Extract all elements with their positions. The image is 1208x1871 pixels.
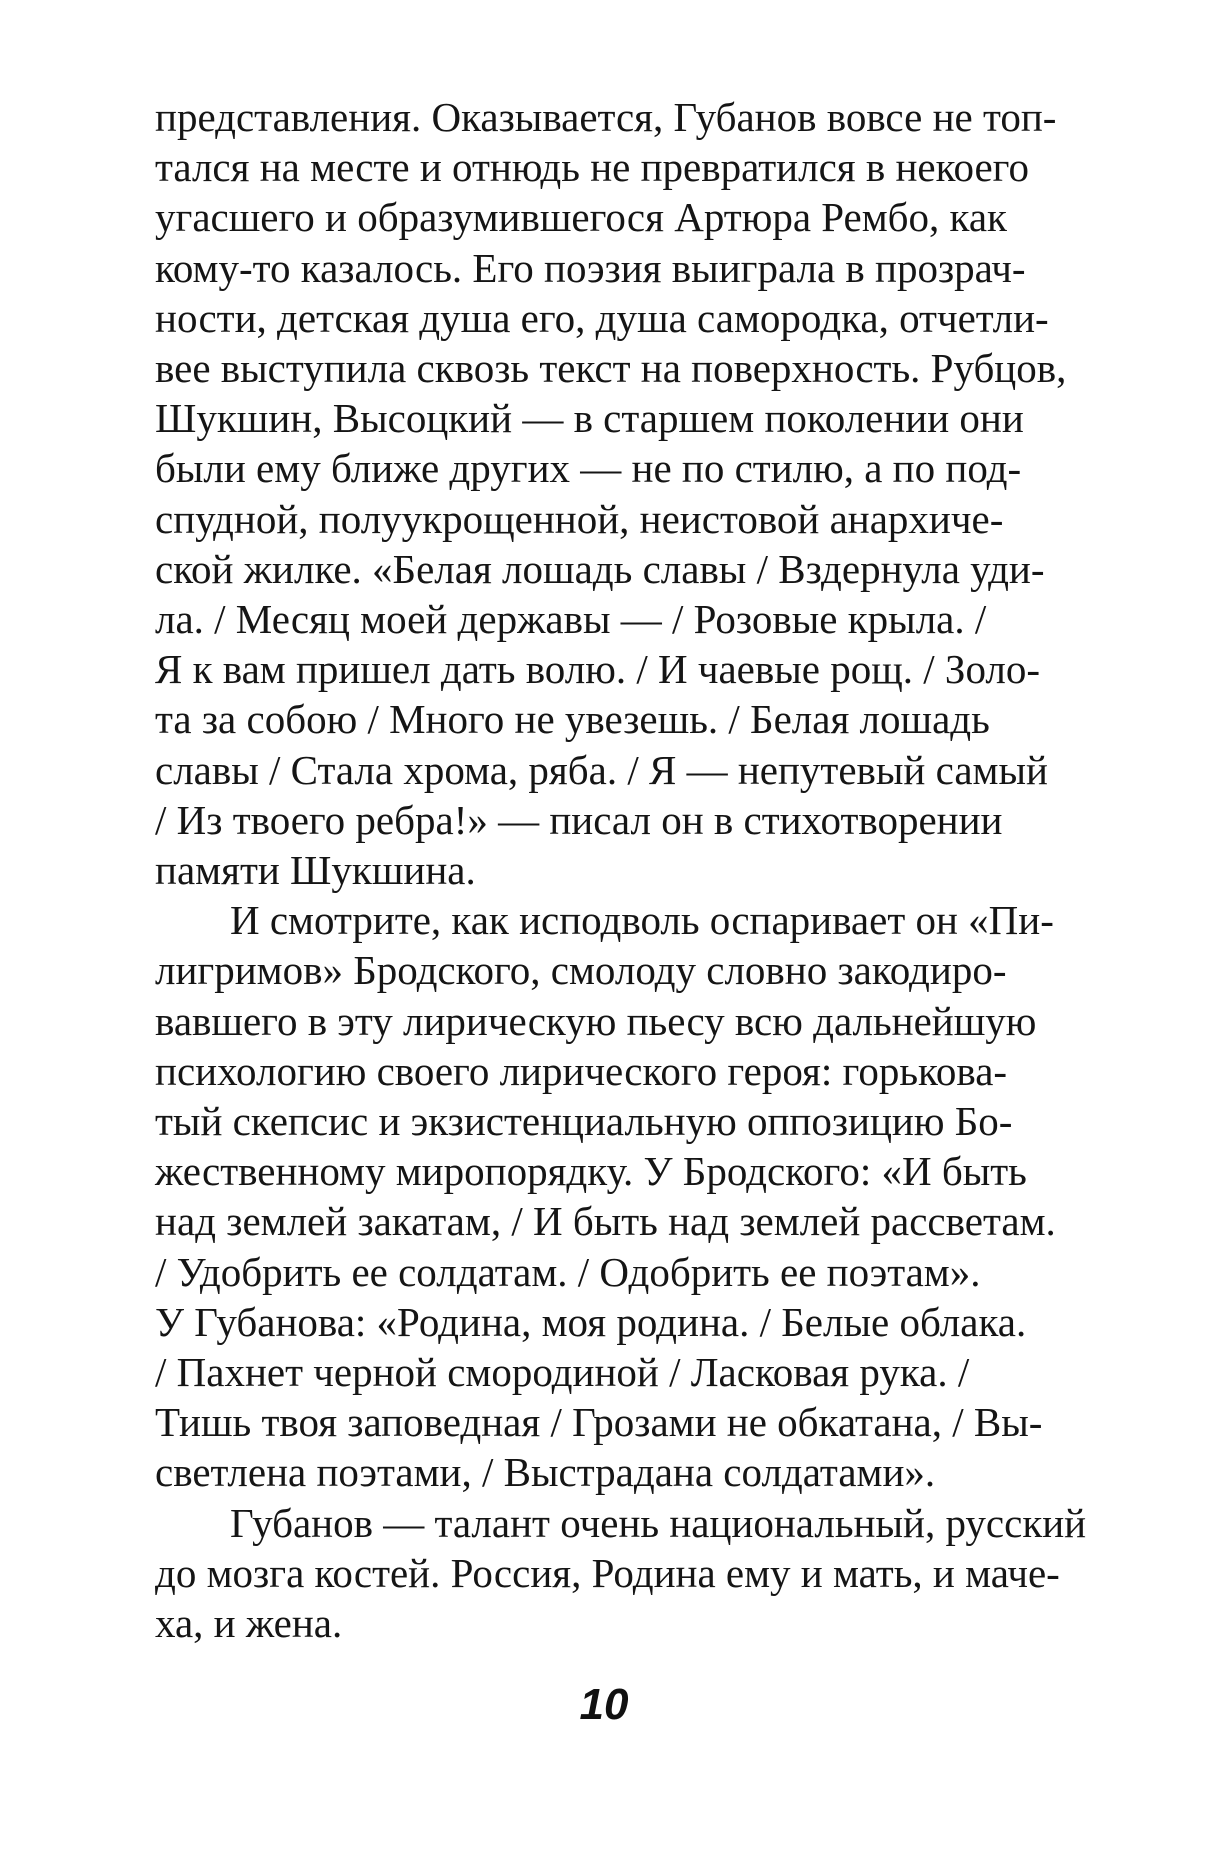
text-line: ла. / Месяц моей державы — / Розовые крыла. / [155, 596, 987, 643]
text-line: психологию своего лирического героя: горькова- [155, 1047, 1008, 1094]
text-line: та за собою / Много не увезешь. / Белая лошадь [155, 696, 990, 743]
text-line: над землей закатам, / И быть над землей рассветам. [155, 1198, 1056, 1245]
paragraph-2 [155, 895, 1155, 1497]
text-line: до мозга костей. Россия, Родина ему и мать, и маче- [155, 1549, 1060, 1596]
text-line: светлена поэтами, / Выстрадана солдатами». [155, 1449, 936, 1496]
text-line: спудной, полуукрощенной, неистовой анархиче- [155, 495, 1004, 542]
text-line: угасшего и образумившегося Артюра Рембо, как [155, 194, 1007, 241]
text-line: вавшего в эту лирическую пьесу всю дальнейшую [155, 997, 1037, 1044]
text-line: ха, и жена. [155, 1600, 343, 1647]
text-line: ности, детская душа его, душа самородка, отчетли- [155, 294, 1049, 341]
text-line: славы / Стала хрома, ряба. / Я — непутевый самый [155, 746, 1048, 793]
text-line: Тишь твоя заповедная / Грозами не обкатана, / Вы- [155, 1399, 1043, 1446]
text-line: были ему ближе других — не по стилю, а по под- [155, 445, 1022, 492]
text-line: И смотрите, как исподволь оспаривает он «Пи- [230, 897, 1054, 944]
text-line: Губанов — талант очень национальный, русский [230, 1499, 1087, 1546]
text-line: тый скепсис и экзистенциальную оппозицию Бо- [155, 1098, 1013, 1145]
paragraph-1 [155, 92, 1155, 895]
text-line: / Пахнет черной смородиной / Ласковая рука. / [155, 1349, 970, 1396]
text-line: памяти Шукшина. [155, 847, 476, 894]
text-line: представления. Оказывается, Губанов вовсе не топ- [155, 94, 1057, 140]
text-line: лигримов» Бродского, смолоду словно закодиро- [155, 947, 1007, 994]
text-line: кому-то казалось. Его поэзия выиграла в прозрач- [155, 244, 1026, 291]
text-line: жественному миропорядку. У Бродского: «И быть [155, 1148, 1027, 1195]
text-line: ской жилке. «Белая лошадь славы / Вздернула уди- [155, 545, 1045, 592]
body-text [155, 92, 1155, 1648]
text-line: Я к вам пришел дать волю. / И чаевые рощ. / Золо- [155, 646, 1041, 693]
text-line: / Удобрить ее солдатам. / Одобрить ее поэтам». [155, 1248, 981, 1295]
text-line: вее выступила сквозь текст на поверхность. Рубцов, [155, 345, 1067, 392]
text-line: Шукшин, Высоцкий — в старшем поколении они [155, 395, 1024, 442]
text-line: / Из твоего ребра!» — писал он в стихотворении [155, 796, 1003, 843]
paragraph-3 [155, 1498, 1155, 1649]
text-line: тался на месте и отнюдь не превратился в некоего [155, 144, 1029, 191]
page-number: 10 [579, 1680, 629, 1729]
text-line: У Губанова: «Родина, моя родина. / Белые облака. [155, 1298, 1027, 1345]
